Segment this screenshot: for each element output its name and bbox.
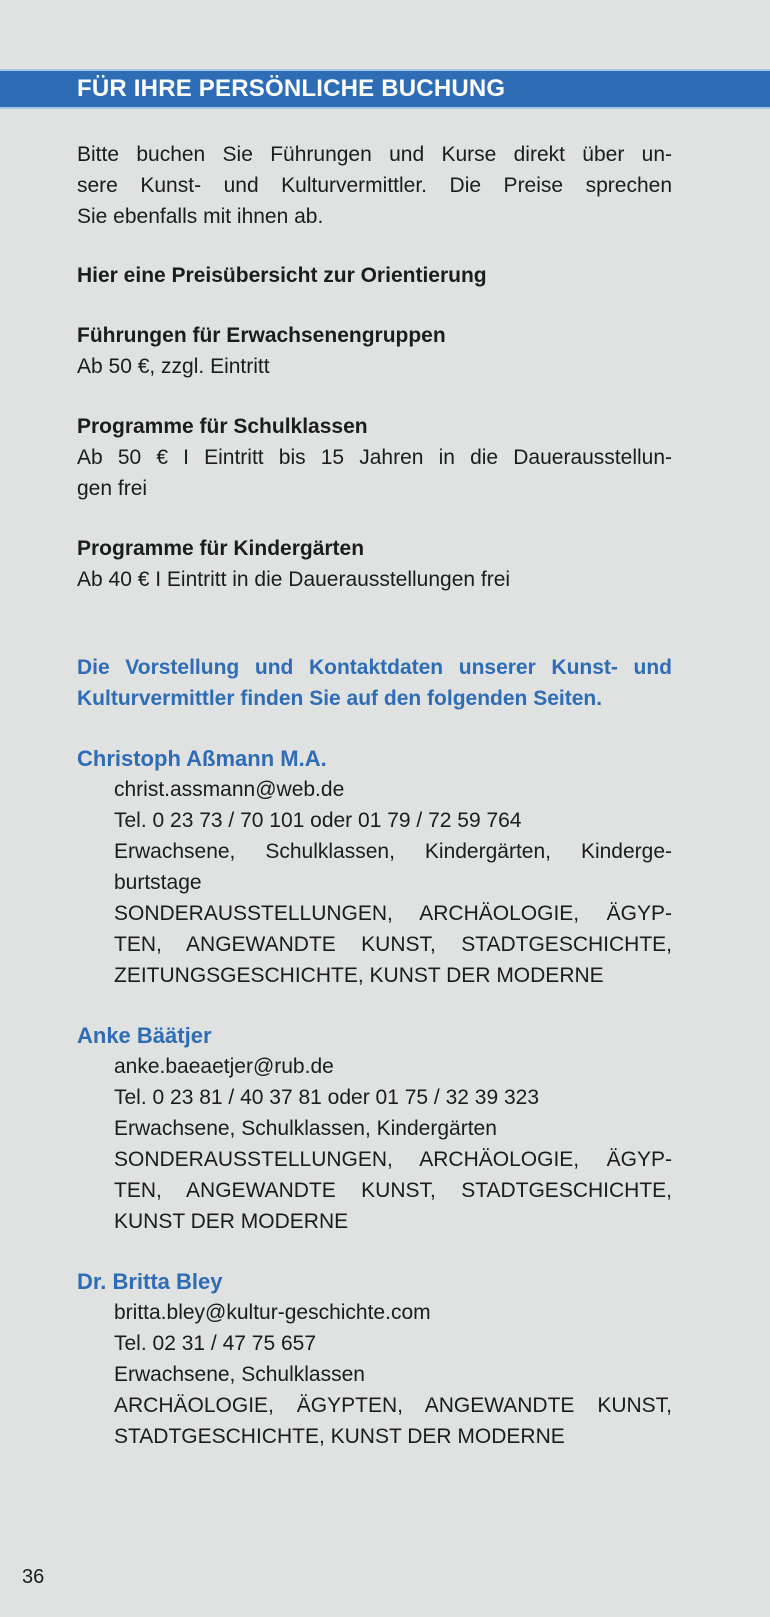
price-item-title: Programme für Schulklassen xyxy=(77,415,368,438)
page-number: 36 xyxy=(22,1566,45,1588)
section-header-bar xyxy=(0,69,770,109)
contact-note xyxy=(77,652,672,714)
price-item-title: Programme für Kindergärten xyxy=(77,537,365,560)
contact-block-christoph-assmann xyxy=(77,743,672,991)
intro-line: Sie ebenfalls mit ihnen ab. xyxy=(77,205,324,228)
contact-topics-line: ZEITUNGSGESCHICHTE, KUNST DER MODERNE xyxy=(114,964,604,987)
price-item-title: Führungen für Erwachsenengruppen xyxy=(77,324,446,347)
price-item-line: Ab 50 € I Eintritt bis 15 Jahren in die Dauerausstellun- xyxy=(77,446,672,469)
contact-name: Christoph Aßmann M.A. xyxy=(77,746,327,771)
contact-audience-line: burtstage xyxy=(114,871,202,894)
contact-audience-line: Erwachsene, Schulklassen, Kindergärten, Kinderge- xyxy=(114,840,672,863)
contact-topics-line: KUNST DER MODERNE xyxy=(114,1210,349,1233)
price-item-line: gen frei xyxy=(77,477,148,500)
contact-topics-line: ARCHÄOLOGIE, ÄGYPTEN, ANGEWANDTE KUNST, xyxy=(114,1394,672,1417)
contact-email: christ.assmann@web.de xyxy=(114,778,345,801)
price-item-line: Ab 40 € I Eintritt in die Dauerausstellungen frei xyxy=(77,568,511,591)
price-item-schulklassen xyxy=(77,411,672,504)
price-item-line: Ab 50 €, zzgl. Eintritt xyxy=(77,355,270,378)
contact-phone: Tel. 0 23 73 / 70 101 oder 01 79 / 72 59 764 xyxy=(114,809,522,832)
contact-email: anke.baeaetjer@rub.de xyxy=(114,1055,334,1078)
intro-paragraph xyxy=(77,139,672,232)
section-title: FÜR IHRE PERSÖNLICHE BUCHUNG xyxy=(77,75,506,102)
contact-audience-line: Erwachsene, Schulklassen xyxy=(114,1363,365,1386)
price-item-kindergaerten xyxy=(77,533,672,595)
contact-phone: Tel. 02 31 / 47 75 657 xyxy=(114,1332,316,1355)
contact-name: Dr. Britta Bley xyxy=(77,1269,223,1294)
contact-note-line: Kulturvermittler finden Sie auf den folgenden Seiten. xyxy=(77,687,603,710)
contact-block-britta-bley xyxy=(77,1266,672,1452)
intro-line: sere Kunst- und Kulturvermittler. Die Preise sprechen xyxy=(77,174,672,197)
contact-phone: Tel. 0 23 81 / 40 37 81 oder 01 75 / 32 39 323 xyxy=(114,1086,540,1109)
contact-details xyxy=(114,1051,672,1237)
contact-audience-line: Erwachsene, Schulklassen, Kindergärten xyxy=(114,1117,497,1140)
intro-line: Bitte buchen Sie Führungen und Kurse direkt über un- xyxy=(77,143,672,166)
price-overview-heading: Hier eine Preisübersicht zur Orientierung xyxy=(77,264,487,287)
contact-topics-line: SONDERAUSSTELLUNGEN, ARCHÄOLOGIE, ÄGYP- xyxy=(114,902,672,925)
page-content xyxy=(0,109,770,1452)
contact-topics-line: SONDERAUSSTELLUNGEN, ARCHÄOLOGIE, ÄGYP- xyxy=(114,1148,672,1171)
contact-topics-line: TEN, ANGEWANDTE KUNST, STADTGESCHICHTE, xyxy=(114,1179,672,1202)
contact-note-line: Die Vorstellung und Kontaktdaten unserer Kunst- und xyxy=(77,656,672,679)
contact-details xyxy=(114,774,672,991)
contact-topics-line: STADTGESCHICHTE, KUNST DER MODERNE xyxy=(114,1425,565,1448)
contact-email: britta.bley@kultur-geschichte.com xyxy=(114,1301,431,1324)
contact-topics-line: TEN, ANGEWANDTE KUNST, STADTGESCHICHTE, xyxy=(114,933,672,956)
price-item-erwachsenengruppen xyxy=(77,320,672,382)
contact-block-anke-baeaetjer xyxy=(77,1020,672,1237)
contact-details xyxy=(114,1297,672,1452)
contact-name: Anke Bäätjer xyxy=(77,1023,212,1048)
